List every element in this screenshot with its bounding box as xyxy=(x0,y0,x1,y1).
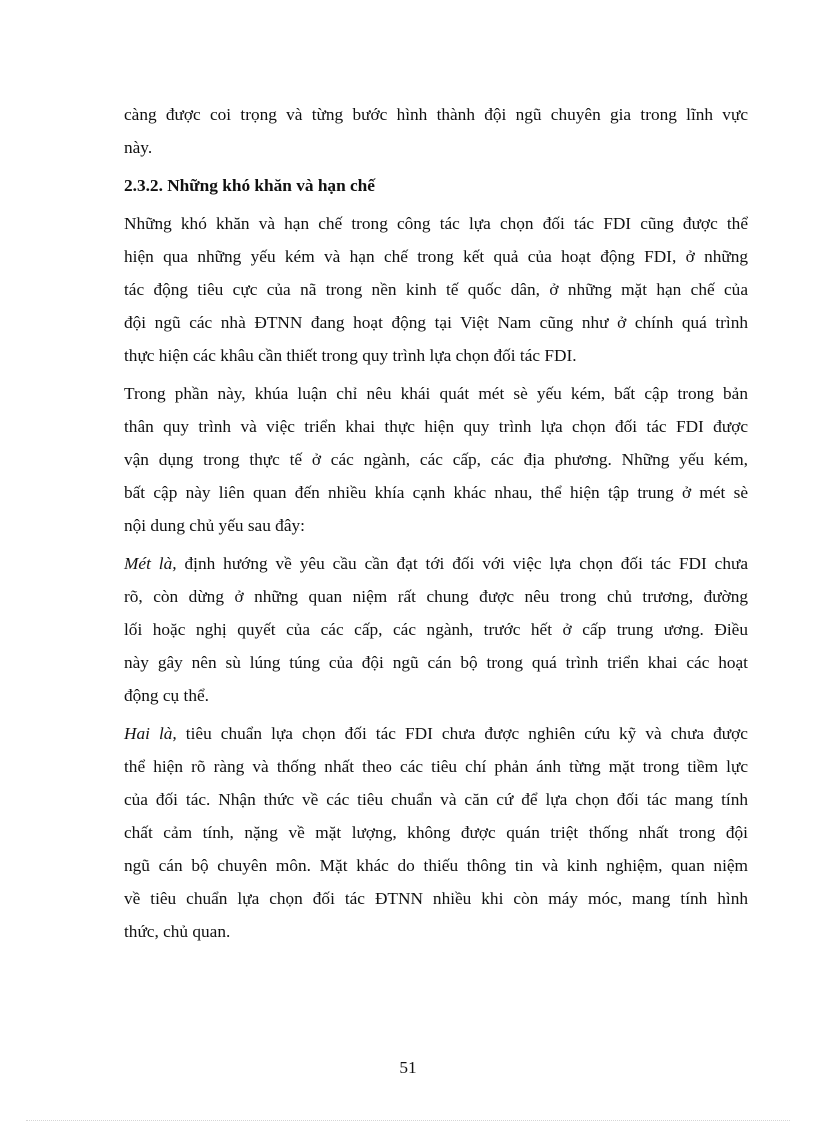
text-line: tác động tiêu cực của nã trong nền kinh tế quốc dân, ở những mặt hạn chế của xyxy=(124,280,748,299)
footer-divider xyxy=(26,1120,790,1121)
line-text: định hướng về yêu cầu cần đạt tới đối với việc lựa chọn đối tác FDI chưa xyxy=(176,554,749,573)
text-line: Những khó khăn và hạn chế trong công tác lựa chọn đối tác FDI cũng được thể xyxy=(124,214,748,233)
text-line: của đối tác. Nhận thức về các tiêu chuẩn và căn cứ để lựa chọn đối tác mang tính xyxy=(124,790,748,809)
text-line: thể hiện rõ ràng và thống nhất theo các tiêu chí phản ánh từng mặt trong tiềm lực xyxy=(124,757,748,776)
point-lead: Mét là, xyxy=(124,554,177,573)
paragraph-difficulties xyxy=(124,207,748,372)
text-line: về tiêu chuẩn lựa chọn đối tác ĐTNN nhiều khi còn máy móc, mang tính hình xyxy=(124,889,748,908)
point-lead: Hai là, xyxy=(124,724,177,743)
text-line: càng được coi trọng và từng bước hình thành đội ngũ chuyên gia trong lĩnh vực xyxy=(124,105,748,124)
text-line: lối hoặc nghị quyết của các cấp, các ngành, trước hết ở cấp trung ương. Điều xyxy=(124,620,748,639)
text-line: rõ, còn dừng ở những quan niệm rất chung được nêu trong chủ trương, đường xyxy=(124,587,748,606)
text-line: thân quy trình và việc triển khai thực hiện quy trình lựa chọn đối tác FDI được xyxy=(124,417,748,436)
text-line: thực hiện các khâu cần thiết trong quy trình lựa chọn đối tác FDI. xyxy=(124,346,577,365)
text-line: bất cập này liên quan đến nhiều khía cạnh khác nhau, thể hiện tập trung ở mét sè xyxy=(124,483,748,502)
text-line: Trong phần này, khúa luận chỉ nêu khái quát mét sè yếu kém, bất cập trong bản xyxy=(124,384,748,403)
paragraph-overview xyxy=(124,377,748,542)
text-line: chất cảm tính, nặng về mặt lượng, không được quán triệt thống nhất trong đội xyxy=(124,823,748,842)
text-line: thức, chủ quan. xyxy=(124,922,231,941)
text-line xyxy=(124,717,748,750)
section-heading: 2.3.2. Những khó khăn và hạn chế xyxy=(124,176,375,195)
text-line: nội dung chủ yếu sau đây: xyxy=(124,516,305,535)
text-line: vận dụng trong thực tế ở các ngành, các cấp, các địa phương. Những yếu kém, xyxy=(124,450,748,469)
page-number: 51 xyxy=(399,1058,417,1077)
text-line: này gây nên sù lúng túng của đội ngũ cán bộ trong quá trình triển khai các hoạt xyxy=(124,653,748,672)
text-line: hiện qua những yếu kém và hạn chế trong kết quả của hoạt động FDI, ở những xyxy=(124,247,748,266)
text-line: này. xyxy=(124,138,153,157)
text-line xyxy=(124,547,748,580)
intro-paragraph xyxy=(124,98,748,164)
page-content xyxy=(124,98,748,948)
text-line: động cụ thể. xyxy=(124,686,209,705)
text-line: ngũ cán bộ chuyên môn. Mặt khác do thiếu thông tin và kinh nghiệm, quan niệm xyxy=(124,856,748,875)
text-line: đội ngũ các nhà ĐTNN đang hoạt động tại Việt Nam cũng như ở chính quá trình xyxy=(124,313,748,332)
paragraph-first-point xyxy=(124,547,748,712)
line-text: tiêu chuẩn lựa chọn đối tác FDI chưa được nghiên cứu kỹ và chưa được xyxy=(176,724,748,743)
paragraph-second-point xyxy=(124,717,748,948)
